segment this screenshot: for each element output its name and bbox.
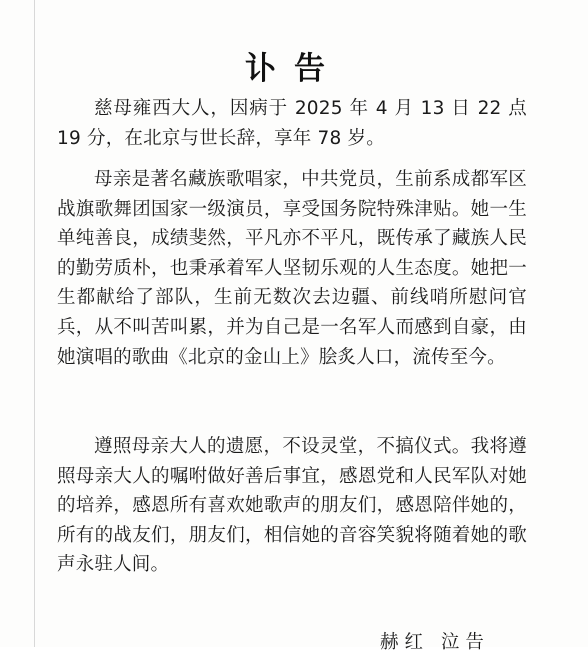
notice-paragraph-3: 遵照母亲大人的遗愿，不设灵堂，不搞仪式。我将遵照母亲大人的嘱咐做好善后事宜，感恩党和人民军队对她的培养，感恩所有喜欢她歌声的朋友们，感恩陪伴她的，所有的战友们，朋友们，相信她的音容笑貌将随着她的歌声永驻人间。 xyxy=(57,436,527,576)
page-edge-line xyxy=(34,0,35,647)
notice-title: 讣告 xyxy=(245,50,343,87)
notice-paragraph-2: 母亲是著名藏族歌唱家，中共党员，生前系成都军区战旗歌舞团国家一级演员，享受国务院特殊津贴。她一生单纯善良，成绩斐然，平凡亦不平凡，既传承了藏族人民的勤劳质朴，也秉承着军人坚韧乐观的人生态度。她把一生都献给了部队，生前无数次去边疆、前线哨所慰问官兵，从不叫苦叫累，并为自己是一名军人而感到自豪，由她演唱的歌曲《北京的金山上》脍炙人口，流传至今。 xyxy=(57,169,527,368)
notice-signature: 赫红 泣告 xyxy=(380,632,490,653)
notice-paragraph-1: 慈母雍西大人，因病于 2025 年 4 月 13 日 22 点 19 分，在北京与世长辞，享年 78 岁。 xyxy=(57,98,527,149)
